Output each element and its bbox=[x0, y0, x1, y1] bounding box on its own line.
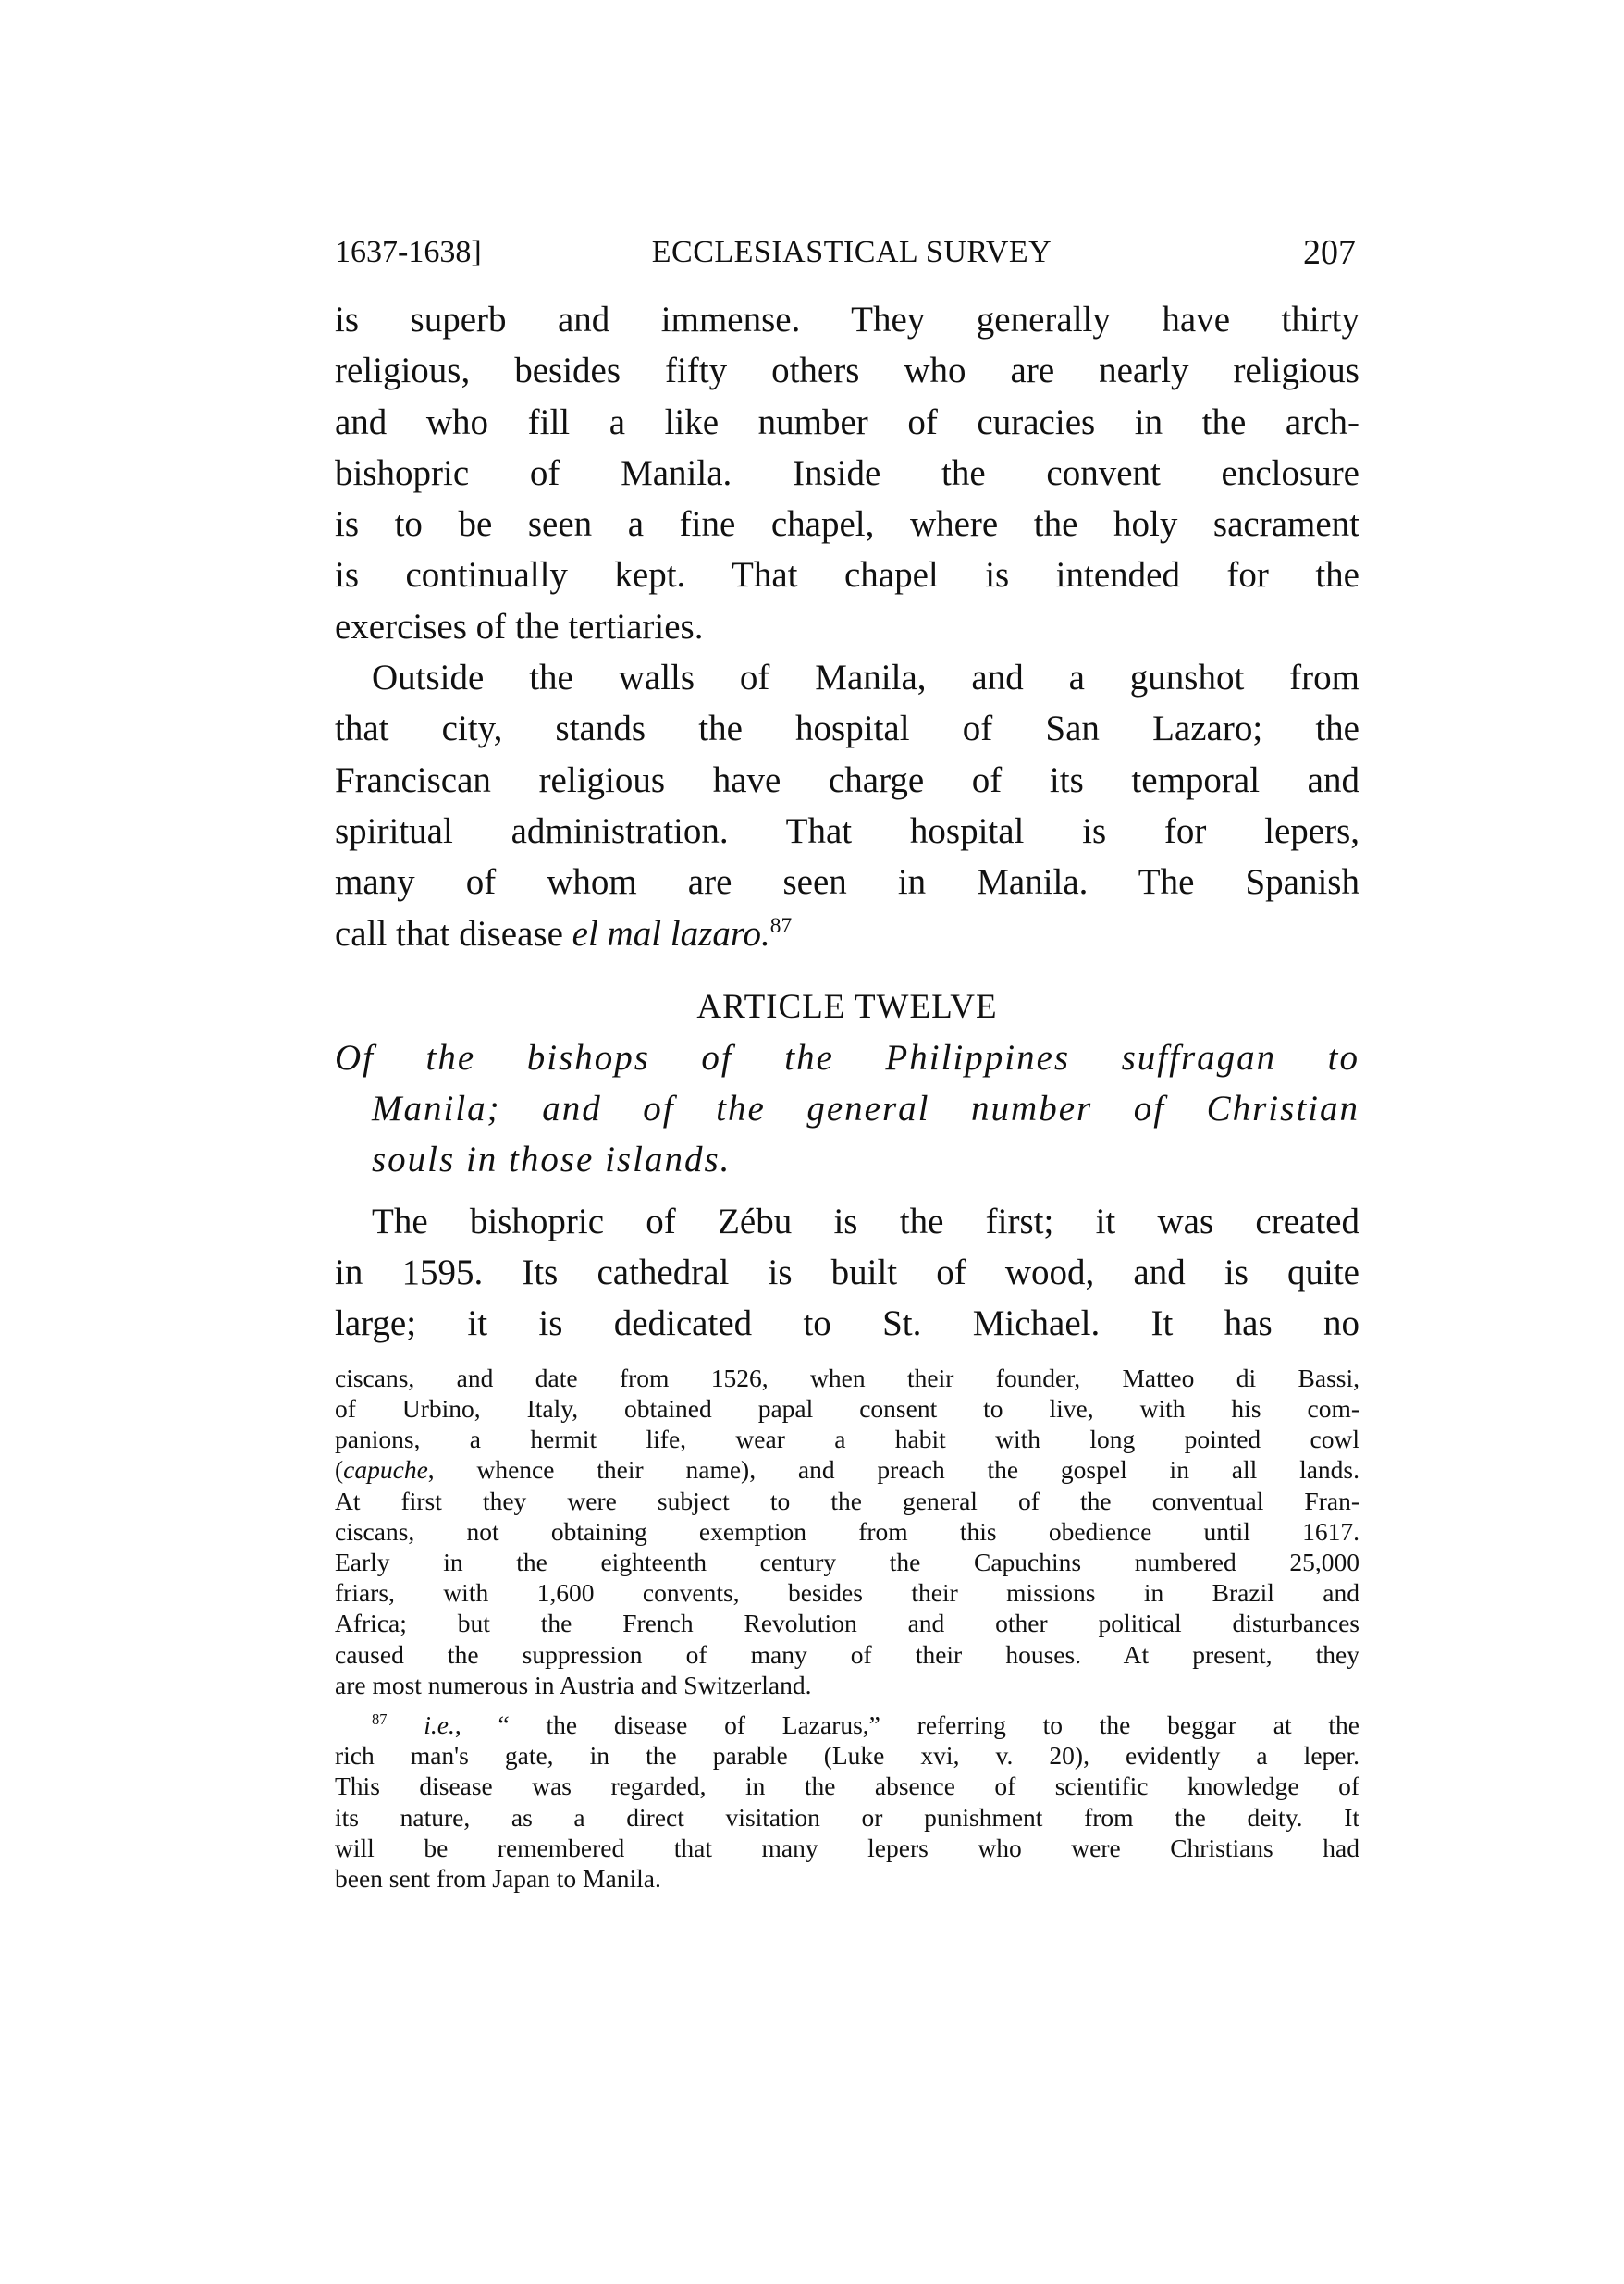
text-line: exercises of the tertiaries. bbox=[335, 606, 704, 647]
text-line: is to be seen a fine chapel, where the holy sacrament bbox=[335, 504, 1359, 545]
text-line: religious, besides fifty others who are nearly religious bbox=[335, 351, 1359, 391]
text-segment: call that disease bbox=[335, 913, 572, 954]
footnote-line bbox=[335, 1710, 1359, 1740]
text-line: that city, stands the hospital of San Lazaro; the bbox=[335, 709, 1359, 749]
footnote-number: 87 bbox=[372, 1710, 388, 1728]
footnote-line: ciscans, not obtaining exemption from this obedience until 1617. bbox=[335, 1516, 1359, 1546]
footnote-line: panions, a hermit life, wear a habit with long pointed cowl bbox=[335, 1425, 1359, 1454]
book-page bbox=[335, 229, 1359, 1894]
footnote-line: rich man's gate, in the parable (Luke xvi, v. 20), evidently a leper. bbox=[335, 1741, 1359, 1771]
footnotes bbox=[335, 1363, 1359, 1894]
text-line: large; it is dedicated to St. Michael. It has no bbox=[335, 1303, 1359, 1344]
text-line: bishopric of Manila. Inside the convent enclosure bbox=[335, 452, 1359, 493]
footnote-line: friars, with 1,600 convents, besides their missions in Brazil and bbox=[335, 1578, 1359, 1608]
footnote-line: been sent from Japan to Manila. bbox=[335, 1864, 661, 1893]
text-segment: , whence their name), and preach the gospel in all lands. bbox=[427, 1455, 1359, 1485]
article-subtitle bbox=[335, 1032, 1359, 1185]
text-line: Outside the walls of Manila, and a gunshot from bbox=[372, 658, 1359, 698]
footnote-line bbox=[335, 1454, 1359, 1485]
footnote-reference[interactable]: 87 bbox=[769, 913, 793, 938]
article-heading: ARTICLE TWELVE bbox=[696, 987, 998, 1026]
text-line: spiritual administration. That hospital is for lepers, bbox=[335, 810, 1359, 851]
footnote-line: will be remembered that many lepers who were Christians had bbox=[335, 1833, 1359, 1862]
text-line: is continually kept. That chapel is intended for the bbox=[335, 555, 1359, 596]
paragraph-zebu bbox=[335, 1196, 1359, 1350]
text-line bbox=[335, 908, 1359, 959]
footnote-87 bbox=[335, 1710, 1359, 1894]
footnote-line: Africa; but the French Revolution and other political disturbances bbox=[335, 1609, 1359, 1638]
text-segment: ( bbox=[335, 1455, 344, 1485]
page-number: 207 bbox=[1303, 233, 1356, 272]
running-head bbox=[335, 229, 1359, 276]
footnote-line: of Urbino, Italy, obtained papal consent to live, with his com- bbox=[335, 1393, 1359, 1423]
text-segment: , “ the disease of Lazarus,” referring to the beggar at the bbox=[454, 1710, 1359, 1739]
text-line: many of whom are seen in Manila. The Spanish bbox=[335, 862, 1359, 903]
running-head-title: ECCLESIASTICAL SURVEY bbox=[651, 235, 1052, 269]
footnote-line: Early in the eighteenth century the Capuchins numbered 25,000 bbox=[335, 1547, 1359, 1576]
paragraph-san-lazaro bbox=[335, 652, 1359, 959]
footnote-line: This disease was regarded, in the absence of scientific knowledge of bbox=[335, 1772, 1359, 1801]
text-line: The bishopric of Zébu is the first; it was created bbox=[372, 1201, 1359, 1241]
italic-phrase: el mal lazaro. bbox=[572, 913, 770, 954]
subtitle-line: souls in those islands. bbox=[372, 1139, 732, 1179]
subtitle-line: Manila; and of the general number of Christian bbox=[372, 1088, 1359, 1129]
text-line: and who fill a like number of curacies in the arch- bbox=[335, 401, 1359, 442]
main-text bbox=[335, 294, 1359, 1350]
text-line: is superb and immense. They generally have thirty bbox=[335, 300, 1359, 340]
footnote-line: At first they were subject to the general of the conventual Fran- bbox=[335, 1486, 1359, 1515]
italic-abbrev: i.e. bbox=[424, 1710, 455, 1739]
footnote-line: are most numerous in Austria and Switzerland. bbox=[335, 1670, 812, 1699]
subtitle-line: Of the bishops of the Philippines suffragan to bbox=[335, 1037, 1359, 1078]
footnote-line: its nature, as a direct visitation or punishment from the deity. It bbox=[335, 1802, 1359, 1832]
paragraph-convent bbox=[335, 294, 1359, 652]
footnote-continued-capuchins bbox=[335, 1363, 1359, 1700]
text-line: Franciscan religious have charge of its temporal and bbox=[335, 759, 1359, 800]
text-line: in 1595. Its cathedral is built of wood, and is quite bbox=[335, 1253, 1359, 1293]
footnote-line: caused the suppression of many of their houses. At present, they bbox=[335, 1639, 1359, 1669]
running-head-years: 1637-1638] bbox=[335, 235, 482, 269]
footnote-line: ciscans, and date from 1526, when their founder, Matteo di Bassi, bbox=[335, 1363, 1359, 1392]
italic-word: capuche bbox=[343, 1455, 428, 1485]
